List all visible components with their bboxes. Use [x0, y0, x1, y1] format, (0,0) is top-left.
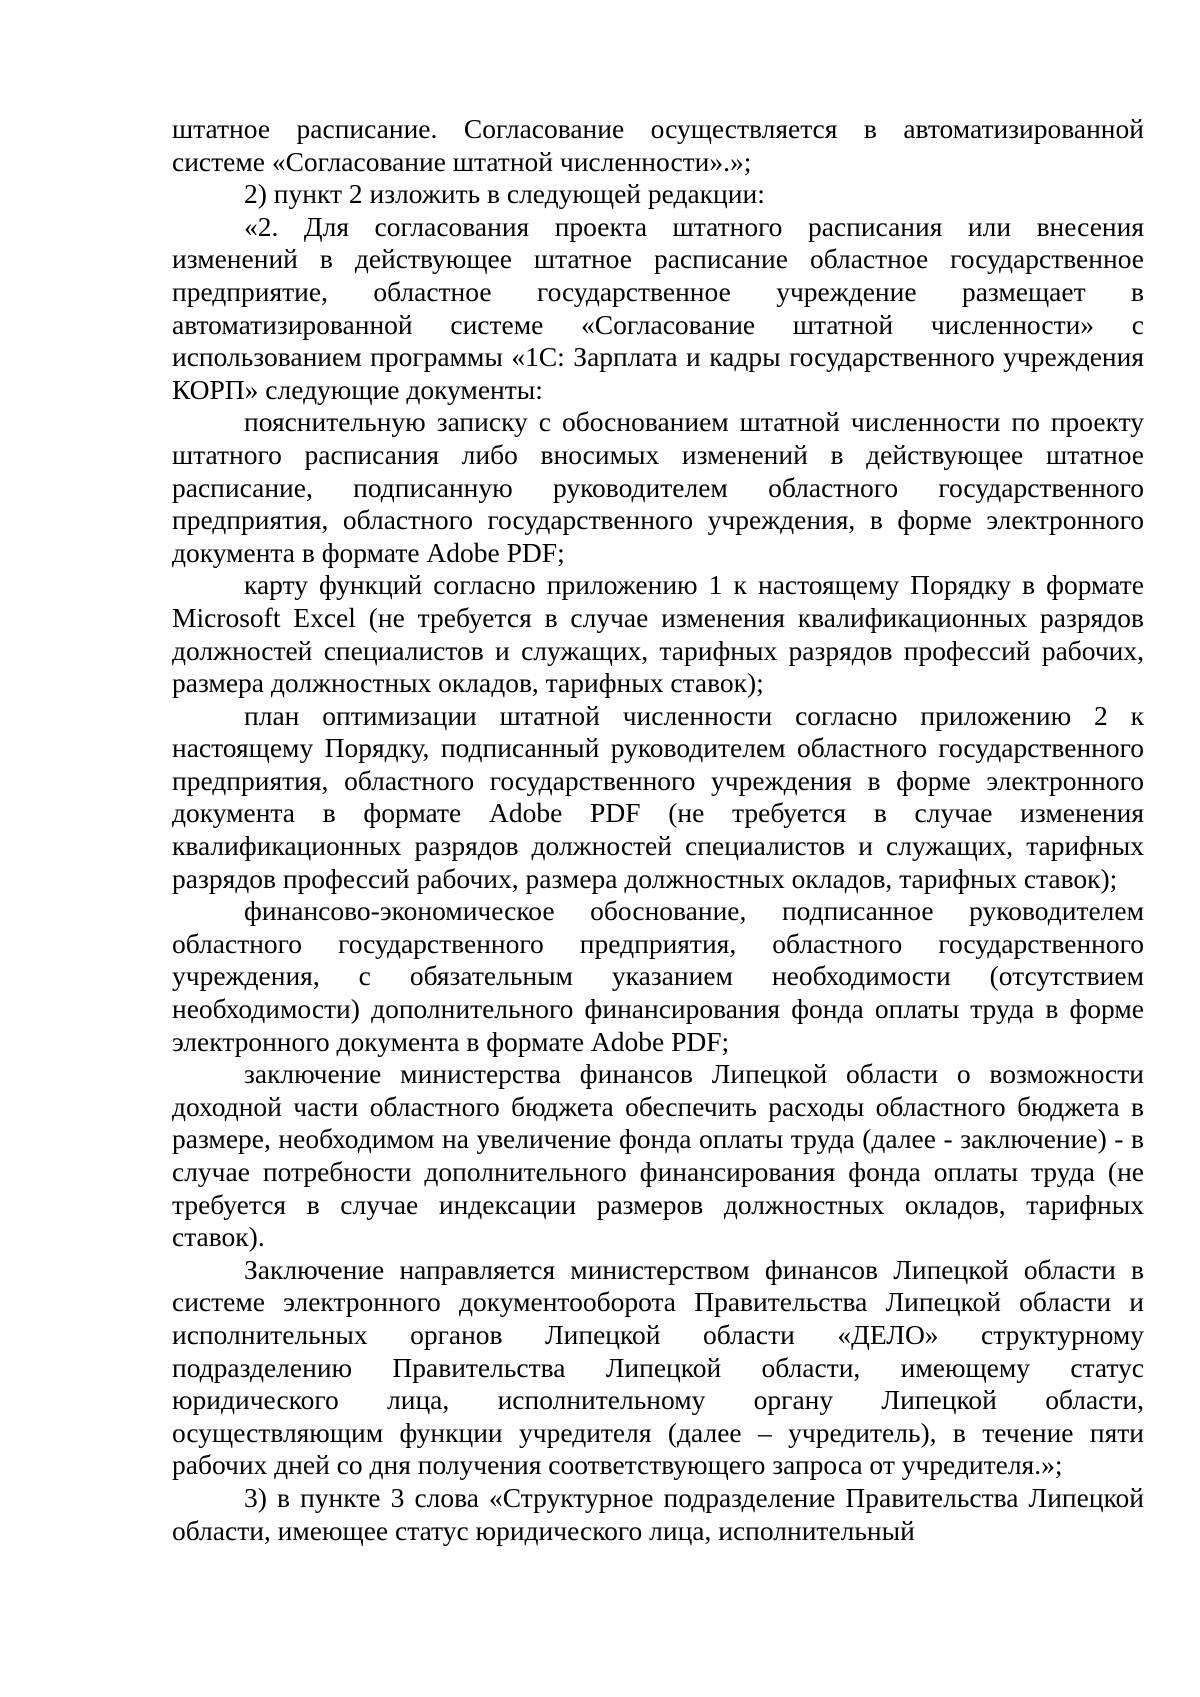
paragraph-explanatory-note: пояснительную записку с обоснованием штатной численности по проекту штатного расписания либо вносимых изменений в действующее штатное расписание, подписанную руководителем областного государственного предприятия, областного государственного учреждения, в форме электронного документа в формате Adobe PDF;: [172, 406, 1144, 568]
paragraph-item-3: 3) в пункте 3 слова «Структурное подразделение Правительства Липецкой области, имеющее статус юридического лица, исполнительный: [172, 1481, 1144, 1546]
paragraph-item-2-heading: 2) пункт 2 изложить в следующей редакции:: [244, 178, 765, 210]
paragraph-function-map: карту функций согласно приложению 1 к настоящему Порядку в формате Microsoft Excel (не требуется в случае изменения квалификационных разрядов должностей специалистов и служащих, тарифных разрядов профессий рабочих, размера должностных окладов, тарифных ставок);: [172, 569, 1144, 699]
document-page: [172, 113, 1144, 1547]
paragraph-financial-justification: финансово-экономическое обоснование, подписанное руководителем областного государственного предприятия, областного государственного учреждения, с обязательным указанием необходимости (отсутствием необходимости) дополнительного финансирования фонда оплаты труда в форме электронного документа в формате Adobe PDF;: [172, 895, 1144, 1057]
paragraph-optimization-plan: план оптимизации штатной численности согласно приложению 2 к настоящему Порядку, подписанный руководителем областного государственного предприятия, областного государственного учреждения в форме электронного документа в формате Adobe PDF (не требуется в случае изменения квалификационных разрядов должностей специалистов и служащих, тарифных разрядов профессий рабочих, размера должностных окладов, тарифных ставок);: [172, 699, 1144, 894]
paragraph-finance-ministry-conclusion: заключение министерства финансов Липецкой области о возможности доходной части областного бюджета обеспечить расходы областного бюджета в размере, необходимом на увеличение фонда оплаты труда (далее - заключение) - в случае потребности дополнительного финансирования фонда оплаты труда (не требуется в случае индексации размеров должностных окладов, тарифных ставок).: [172, 1058, 1144, 1253]
paragraph-item-2-text: «2. Для согласования проекта штатного расписания или внесения изменений в действующее штатное расписание областное государственное предприятие, областное государственное учреждение размещает в автоматизированной системе «Согласование штатной численности» с использованием программы «1С: Зарплата и кадры государственного учреждения КОРП» следующие документы:: [172, 210, 1144, 405]
paragraph-continuation: штатное расписание. Согласование осуществляется в автоматизированной системе «Согласование штатной численности».»;: [172, 113, 1144, 177]
paragraph-conclusion-delivery: Заключение направляется министерством финансов Липецкой области в системе электронного документооборота Правительства Липецкой области и исполнительных органов Липецкой области «ДЕЛО» структурному подразделению Правительства Липецкой области, имеющему статус юридического лица, исполнительному органу Липецкой области, осуществляющим функции учредителя (далее – учредитель), в течение пяти рабочих дней со дня получения соответствующего запроса от учредителя.»;: [172, 1253, 1144, 1481]
